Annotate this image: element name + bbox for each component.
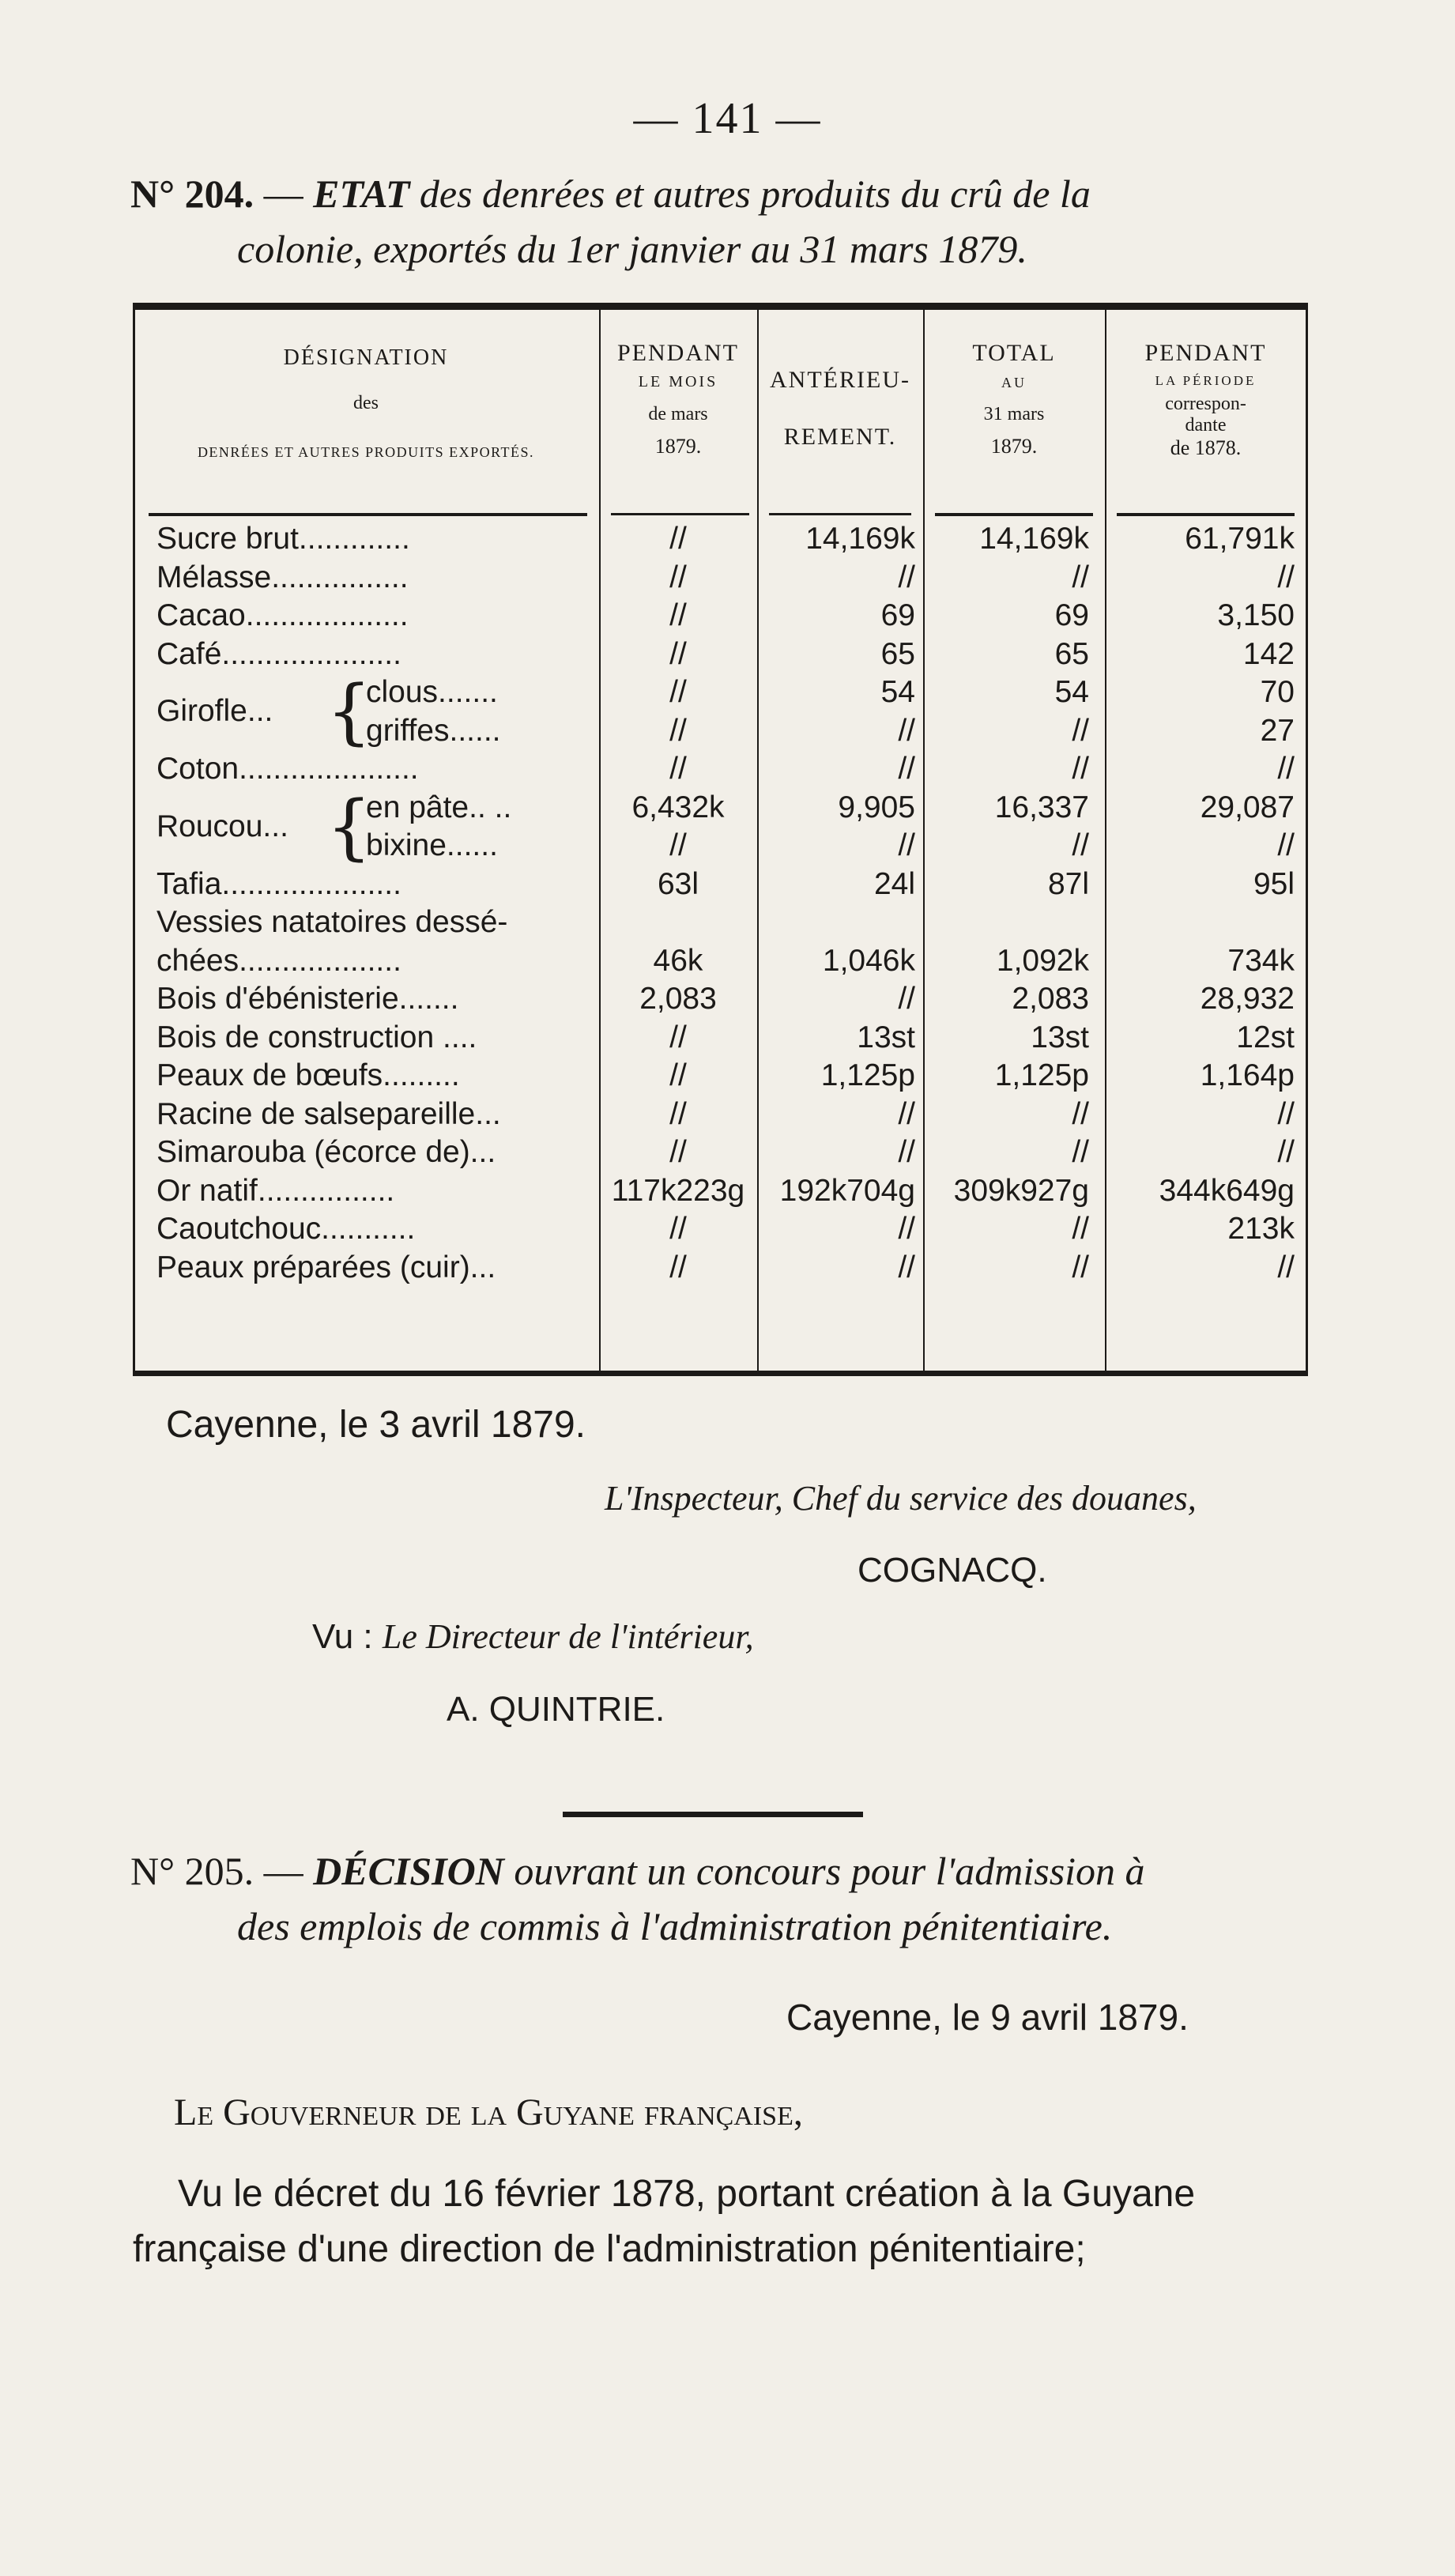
cell-c4: 1,164p [1200,1058,1295,1092]
header-prior: ANTÉRIEU- REMENT. [770,367,910,450]
row-label: Cacao................... [156,598,409,632]
row-label: clous....... [366,675,498,709]
cell-c3: // [1072,1212,1089,1246]
brace-glyph: { [326,785,372,869]
inspector-title: L'Inspecteur, Chef du service des douanes, [605,1479,1197,1518]
inspector-name: COGNACQ. [858,1551,1047,1590]
cell-c3: 2,083 [1012,982,1089,1016]
cell-c3: // [1072,1096,1089,1131]
row-label: en pâte.. .. [366,790,512,824]
table-row [133,560,1308,598]
cell-c3: 16,337 [994,790,1089,824]
cell-c1: 63l [657,866,699,901]
notice-title-line2: des emplois de commis à l'administration pénitentiaire. [237,1904,1113,1948]
cell-c1: // [669,828,687,862]
cell-c2: // [898,1135,915,1169]
notice-title-keyword: DÉCISION [313,1849,504,1893]
notice-number: N° 204. [130,172,254,216]
considerant-line2: française d'une direction de l'administration pénitentiaire; [133,2228,1086,2270]
row-label: griffes...... [366,713,501,748]
cell-c2: // [898,752,915,786]
cell-c4: 61,791k [1185,522,1295,556]
cell-c2: // [898,1096,915,1131]
cell-c4: 213k [1227,1212,1295,1246]
cell-c4: 3,150 [1217,598,1295,632]
table-row [133,905,1308,943]
row-label: Bois de construction .... [156,1020,477,1054]
row-label: Peaux préparées (cuir)... [156,1250,496,1284]
cell-c4: 70 [1260,675,1295,709]
cell-c4: // [1277,1135,1295,1169]
notice-number: N° 205. [130,1849,254,1893]
header-month: PENDANT LE MOIS de mars 1879. [617,340,739,458]
table-row [133,598,1308,636]
cell-c4: 734k [1227,943,1295,978]
brace-glyph: { [326,670,372,753]
group-name: Roucou... [156,809,288,843]
cell-c2: // [898,828,915,862]
table-row [133,714,1308,752]
row-label: Sucre brut............. [156,522,410,556]
cell-c2: 65 [880,636,915,671]
table-row [133,1250,1308,1288]
cell-c1: // [669,560,687,594]
row-label: chées................... [156,943,401,978]
page-number: — 141 — [633,94,822,143]
vu-text: Le Directeur de l'intérieur, [382,1617,754,1656]
cell-c3: 65 [1054,636,1089,671]
cell-c3: 14,169k [979,522,1089,556]
cell-c2: 54 [880,675,915,709]
cell-c2: 14,169k [805,522,915,556]
cell-c2: // [898,560,915,594]
cell-c4: // [1277,1096,1295,1131]
cell-c2: 1,046k [822,943,915,978]
cell-c1: 46k [653,943,703,978]
cell-c3: 1,092k [996,943,1089,978]
cell-c3: // [1072,752,1089,786]
vu-block [312,1616,754,1657]
cell-c1: // [669,675,687,709]
table-row [133,1058,1308,1096]
dash: — [263,1849,303,1893]
cell-c2: // [898,982,915,1016]
cell-c2: 192k704g [779,1173,915,1208]
decision-place-date: Cayenne, le 9 avril 1879. [786,1997,1189,2038]
governor-line: Le Gouverneur de la Guyane française, [174,2091,803,2133]
row-label: Peaux de bœufs......... [156,1058,460,1092]
cell-c2: 1,125p [820,1058,915,1092]
cell-c3: 1,125p [994,1058,1089,1092]
cell-c1: // [669,752,687,786]
header-designation: DÉSIGNATION des DENRÉES ET AUTRES PRODUITS EXPORTÉS. [197,345,535,460]
cell-c4: // [1277,828,1295,862]
cell-c4: 12st [1236,1020,1295,1054]
separator-rule [563,1812,863,1817]
table-row [133,1212,1308,1250]
notice-205-heading [130,1843,1332,1954]
notice-title-line1: des denrées et autres produits du crû de la [419,172,1091,216]
table-row [133,1097,1308,1135]
table-row [133,1135,1308,1173]
cell-c1: 2,083 [639,982,717,1016]
place-date: Cayenne, le 3 avril 1879. [166,1404,586,1446]
row-label: Simarouba (écorce de)... [156,1135,496,1169]
dash: — [263,172,303,216]
cell-c4: 28,932 [1200,982,1295,1016]
cell-c4: 344k649g [1159,1173,1295,1208]
cell-c2: 9,905 [838,790,915,824]
table-row [133,752,1308,790]
row-label: Coton..................... [156,752,419,786]
cell-c2: 69 [880,598,915,632]
table-row [133,637,1308,675]
row-label: Racine de salsepareille... [156,1096,501,1131]
cell-c4: 27 [1260,713,1295,748]
cell-c3: // [1072,828,1089,862]
row-label: Tafia..................... [156,866,401,901]
cell-c3: // [1072,713,1089,748]
cell-c1: // [669,1096,687,1131]
table-row [133,944,1308,982]
table-row [133,1020,1308,1058]
cell-c1: // [669,1058,687,1092]
group-name: Girofle... [156,694,273,728]
cell-c1: // [669,1250,687,1284]
cell-c4: 95l [1253,866,1295,901]
cell-c2: // [898,1212,915,1246]
cell-c1: 117k223g [611,1173,745,1208]
cell-c3: // [1072,1135,1089,1169]
cell-c1: 6,432k [631,790,725,824]
cell-c1: // [669,1212,687,1246]
cell-c2: // [898,713,915,748]
considerant-line1: Vu le décret du 16 février 1878, portant création à la Guyane [178,2173,1196,2215]
cell-c4: // [1277,560,1295,594]
cell-c1: // [669,636,687,671]
exports-table [133,303,1308,1376]
director-name: A. QUINTRIE. [447,1690,665,1729]
cell-c3: 309k927g [953,1173,1089,1208]
cell-c4: // [1277,1250,1295,1284]
row-label: Vessies natatoires dessé- [156,905,508,939]
vu-label: Vu : [312,1617,373,1656]
header-total: TOTAL AU 31 mars 1879. [972,340,1056,458]
table-row [133,522,1308,560]
cell-c2: 13st [857,1020,915,1054]
notice-title-keyword: ETAT [313,172,410,216]
row-label: Or natif................ [156,1173,395,1208]
notice-title-line1: ouvrant un concours pour l'admission à [514,1849,1145,1893]
cell-c3: 13st [1031,1020,1089,1054]
cell-c3: 87l [1047,866,1089,901]
table-row [133,867,1308,905]
cell-c2: 24l [873,866,915,901]
row-label: bixine...... [366,828,498,862]
table-row [133,982,1308,1020]
row-label: Caoutchouc........... [156,1212,416,1246]
cell-c4: 142 [1242,636,1295,671]
cell-c2: // [898,1250,915,1284]
cell-c4: // [1277,752,1295,786]
cell-c4: 29,087 [1200,790,1295,824]
row-label: Mélasse................ [156,560,409,594]
cell-c3: 54 [1054,675,1089,709]
cell-c1: // [669,1020,687,1054]
cell-c1: // [669,598,687,632]
cell-c3: // [1072,1250,1089,1284]
cell-c3: 69 [1054,598,1089,632]
row-label: Bois d'ébénisterie....... [156,982,459,1016]
table-row [133,1174,1308,1212]
notice-title-line2: colonie, exportés du 1er janvier au 31 mars 1879. [237,227,1027,271]
notice-204-heading [130,166,1332,277]
table-row [133,828,1308,866]
cell-c1: // [669,522,687,556]
cell-c1: // [669,713,687,748]
header-previous-year: PENDANT LA PÉRIODE correspon- dante de 1878. [1144,340,1267,459]
cell-c1: // [669,1135,687,1169]
cell-c3: // [1072,560,1089,594]
row-label: Café..................... [156,636,401,671]
